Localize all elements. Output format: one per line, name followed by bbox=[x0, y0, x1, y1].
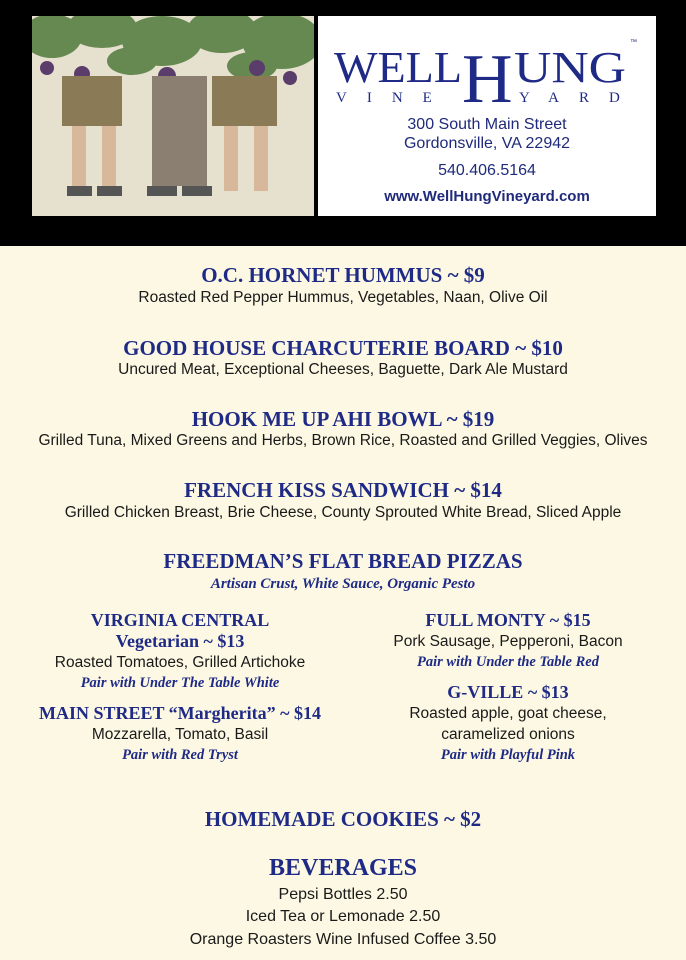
pizza-desc: caramelized onions bbox=[441, 726, 575, 743]
vineyard-photo bbox=[32, 16, 314, 216]
item-title: FRENCH KISS SANDWICH ~ $14 bbox=[184, 478, 502, 502]
svg-text:VINE: VINE bbox=[336, 90, 452, 106]
address-line-2: Gordonsville, VA 22942 bbox=[403, 135, 571, 152]
beverages-title: BEVERAGES bbox=[268, 855, 418, 881]
well-hung-logo bbox=[334, 30, 644, 120]
svg-text:H: H bbox=[462, 41, 513, 118]
pizza-name: FULL MONTY ~ $15 bbox=[425, 610, 591, 630]
pizza-left-column bbox=[20, 610, 340, 766]
pizza-name: MAIN STREET “Margherita” ~ $14 bbox=[38, 703, 322, 723]
pizza-desc: Mozzarella, Tomato, Basil bbox=[91, 726, 269, 743]
pizza-sub: Vegetarian ~ $13 bbox=[115, 631, 245, 651]
pizza-pairing: Pair with Playful Pink bbox=[440, 747, 576, 763]
beverage-line: Iced Tea or Lemonade 2.50 bbox=[245, 908, 441, 925]
item-title: O.C. HORNET HUMMUS ~ $9 bbox=[201, 263, 485, 287]
pizza-name: G-VILLE ~ $13 bbox=[447, 682, 569, 702]
pizza-desc: Pork Sausage, Pepperoni, Bacon bbox=[393, 633, 623, 650]
item-desc: Uncured Meat, Exceptional Cheeses, Baguette, Dark Ale Mustard bbox=[118, 361, 568, 378]
svg-text:WELL: WELL bbox=[334, 43, 462, 92]
contact-card bbox=[318, 16, 656, 216]
svg-text:YARD: YARD bbox=[519, 90, 640, 106]
item-desc: Grilled Tuna, Mixed Greens and Herbs, Brown Rice, Roasted and Grilled Veggies, Olives bbox=[38, 432, 648, 449]
pizza-pairing: Pair with Under the Table Red bbox=[417, 654, 599, 670]
svg-text:UNG: UNG bbox=[514, 43, 626, 92]
pizza-pairing: Pair with Under The Table White bbox=[80, 675, 280, 691]
pizza-name: VIRGINIA CENTRAL bbox=[90, 610, 270, 630]
beverage-line: Orange Roasters Wine Infused Coffee 3.50 bbox=[189, 931, 497, 948]
pizza-title: FREEDMAN’S FLAT BREAD PIZZAS bbox=[163, 549, 523, 573]
item-desc: Roasted Red Pepper Hummus, Vegetables, Naan, Olive Oil bbox=[138, 289, 548, 306]
item-title: GOOD HOUSE CHARCUTERIE BOARD ~ $10 bbox=[123, 336, 563, 360]
pizza-desc: Roasted apple, goat cheese, bbox=[409, 705, 607, 722]
beverage-line: Pepsi Bottles 2.50 bbox=[278, 886, 408, 903]
pizza-subtitle: Artisan Crust, White Sauce, Organic Pesto bbox=[210, 576, 476, 592]
address-line-1: 300 South Main Street bbox=[407, 116, 567, 133]
pizza-pairing: Pair with Red Tryst bbox=[122, 747, 238, 763]
phone: 540.406.5164 bbox=[438, 162, 536, 179]
item-desc: Grilled Chicken Breast, Brie Cheese, County Sprouted White Bread, Sliced Apple bbox=[64, 504, 622, 521]
header-banner bbox=[0, 0, 686, 246]
website-link[interactable]: www.WellHungVineyard.com bbox=[384, 188, 590, 205]
svg-text:™: ™ bbox=[630, 39, 637, 46]
pizza-desc: Roasted Tomatoes, Grilled Artichoke bbox=[54, 654, 306, 671]
pizza-right-column bbox=[348, 610, 668, 766]
item-title: HOOK ME UP AHI BOWL ~ $19 bbox=[191, 407, 495, 431]
cookies-title: HOMEMADE COOKIES ~ $2 bbox=[204, 807, 482, 831]
